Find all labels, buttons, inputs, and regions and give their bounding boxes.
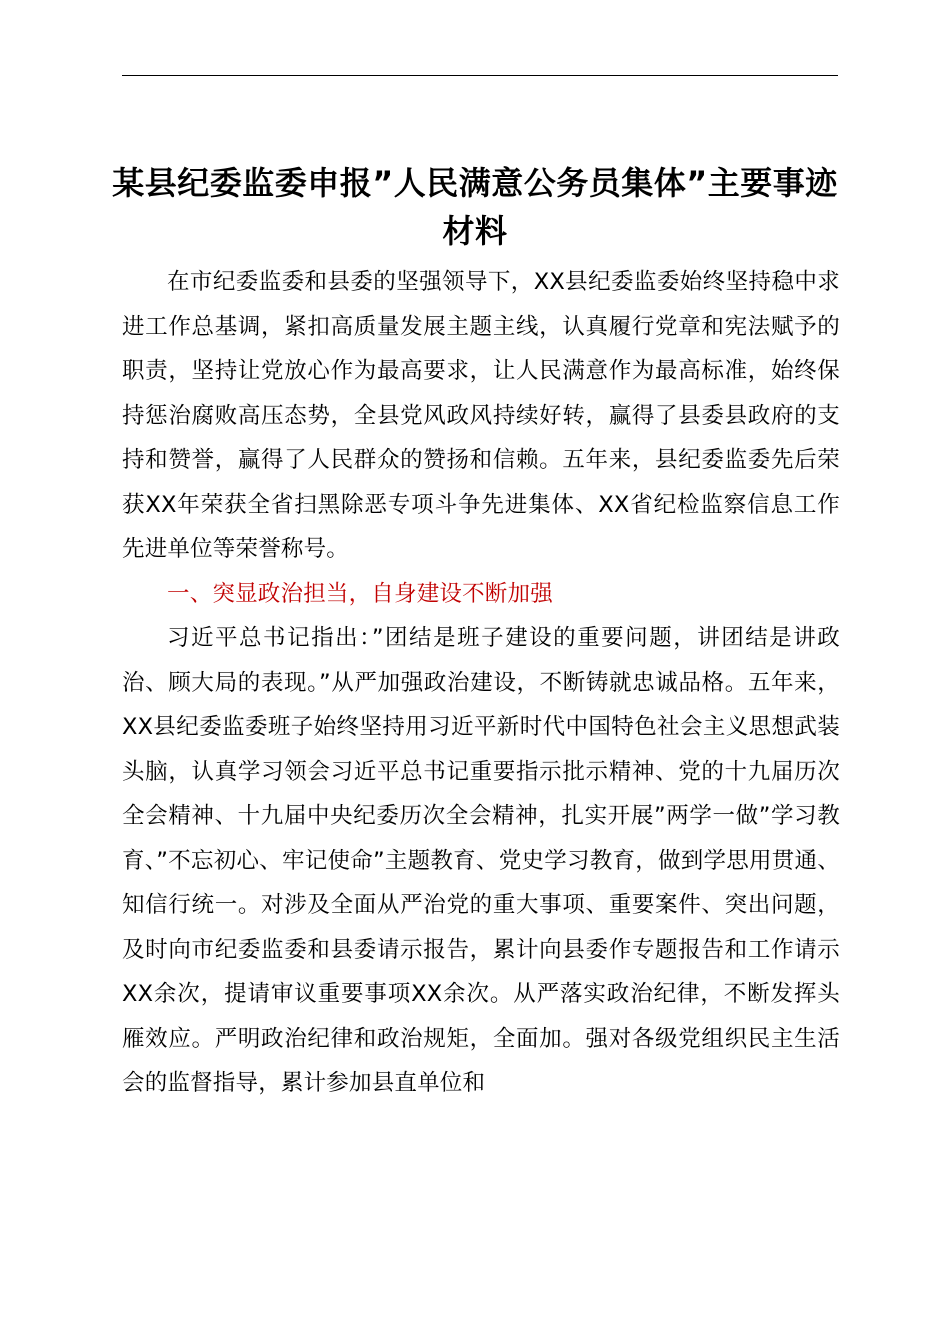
section-paragraph: 习近平总书记指出：”团结是班子建设的重要问题，讲团结是讲政治、顾大局的表现。”从严加强政治建设，不断铸就忠诚品格。五年来，XX县纪委监委班子始终坚持用习近平新时代中国特色社会主义思想武装头脑，认真学习领会习近平总书记重要指示批示精神、党的十九届历次全会精神、十九届中央纪委历次全会精神，扎实开展”两学一做”学习教育、”不忘初心、牢记使命”主题教育、党史学习教育，做到学思用贯通、知信行统一。对涉及全面从严治党的重大事项、重要案件、突出问题，及时向市纪委监委和县委请示报告，累计向县委作专题报告和工作请示XX余次，提请审议重要事项XX余次。从严落实政治纪律，不断发挥头雁效应。严明政治纪律和政治规矩，全面加。强对各级党组织民主生活会的监督指导，累计参加县直单位和 [122, 625, 840, 1096]
document-title: 某县纪委监委申报”人民满意公务员集体”主要事迹材料 [112, 164, 838, 251]
intro-paragraph: 在市纪委监委和县委的坚强领导下，XX县纪委监委始终坚持稳中求进工作总基调，紧扣高质量发展主题主线，认真履行党章和宪法赋予的职责，坚持让党放心作为最高要求，让人民满意作为最高标准，始终保持惩治腐败高压态势，全县党风政风持续好转，赢得了县委县政府的支持和赞誉，赢得了人民群众的赞扬和信赖。五年来，县纪委监委先后荣获XX年荣获全省扫黑除恶专项斗争先进集体、XX省纪检监察信息工作先进单位等荣誉称号。 [122, 269, 840, 562]
document-body [122, 260, 840, 1106]
section-heading: 一、突显政治担当，自身建设不断加强 [167, 580, 553, 607]
header-rule [122, 75, 838, 76]
